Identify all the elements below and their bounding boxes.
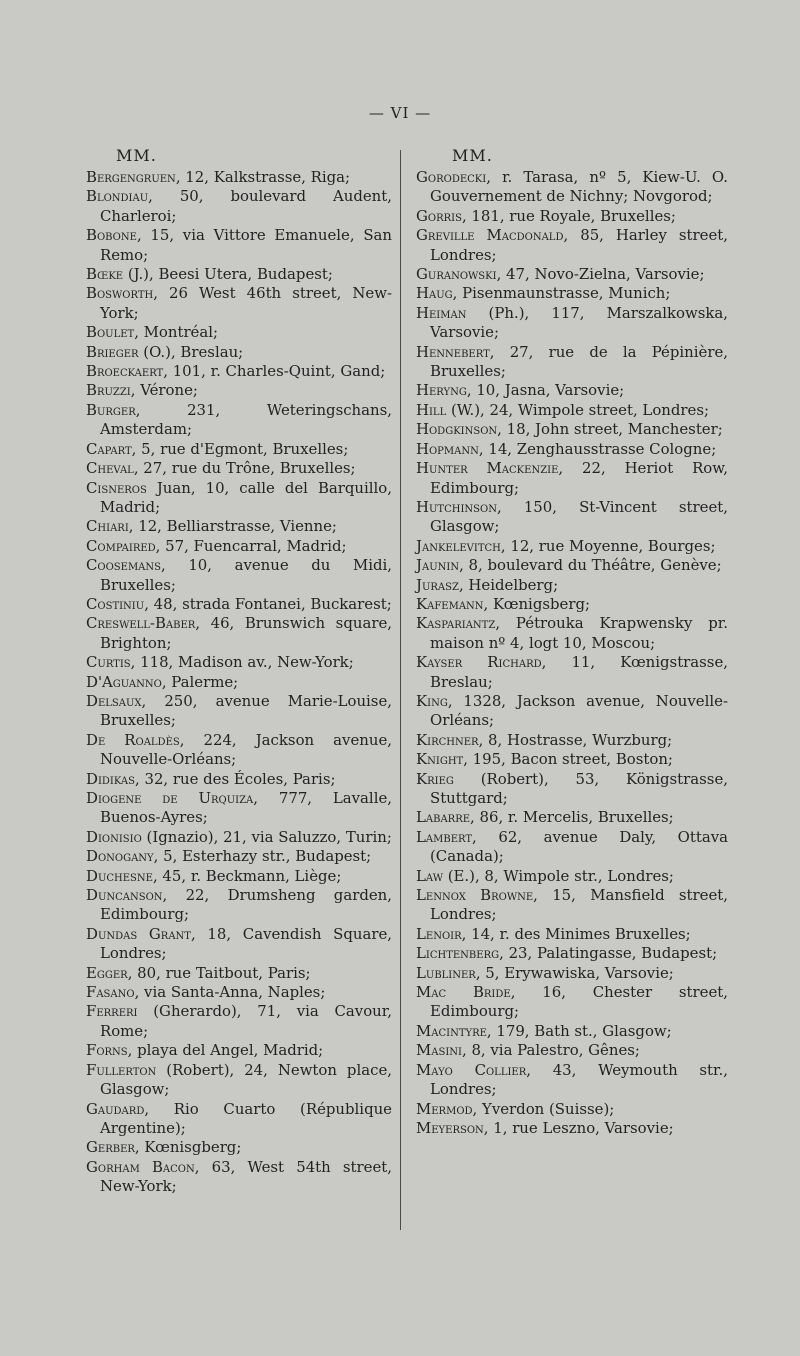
member-name: Heiman: [416, 303, 467, 322]
member-name: Coosemans: [86, 556, 162, 575]
directory-entry: [416, 226, 728, 265]
member-name: Hodgkinson: [416, 420, 498, 439]
member-name: Gerber: [86, 1138, 135, 1157]
directory-entry: [416, 168, 728, 207]
member-address: , 86, r. Mercelis, Bruxelles;: [470, 808, 674, 827]
member-address: , 14, Zenghausstrasse Cologne;: [478, 439, 717, 458]
member-address: , 15, via Vittore Emanuele, San Remo;: [100, 226, 392, 264]
member-address: , 179, Bath st., Glasgow;: [486, 1021, 672, 1040]
member-name: Knight: [416, 750, 464, 769]
member-name: Kayser Richard: [416, 653, 542, 672]
directory-entry: [416, 828, 728, 867]
member-address: , 27, rue de la Pépinière, Bruxelles;: [430, 342, 728, 381]
member-address: , Kœnisgberg;: [134, 1138, 242, 1157]
directory-entry: [86, 886, 392, 925]
member-name: King: [416, 691, 448, 710]
member-address: , 8, via Palestro, Gênes;: [461, 1041, 640, 1060]
member-name: Donogany: [86, 847, 154, 866]
member-address: , 23, Palatingasse, Budapest;: [499, 944, 718, 963]
directory-entry: [86, 459, 392, 478]
directory-entry: [86, 925, 392, 964]
directory-entry: [86, 847, 392, 866]
member-name: Chiari: [86, 517, 129, 536]
member-address: , 224, Jackson avenue, Nouvelle-Orléans;: [100, 730, 392, 769]
directory-entry: [416, 964, 728, 983]
directory-entry: [416, 284, 728, 303]
member-address: , 11, Kœnigstrasse, Breslau;: [430, 653, 728, 691]
member-address: , 150, St-Vincent street, Glasgow;: [430, 497, 728, 536]
directory-entry: [86, 381, 392, 400]
directory-entry: [416, 653, 728, 692]
member-address: , Yverdon (Suisse);: [472, 1099, 615, 1118]
member-address: (Gherardo), 71, via Cavour, Rome;: [100, 1002, 392, 1040]
directory-entry: [86, 1061, 392, 1100]
directory-entry: [416, 576, 728, 595]
member-name: Compaired: [86, 536, 156, 555]
member-name: Bosworth: [86, 284, 154, 303]
directory-entry: [86, 517, 392, 536]
member-name: Jaunin: [416, 556, 460, 575]
member-address: , 8, Hostrasse, Wurzburg;: [478, 730, 673, 749]
member-address: , Kœnigsberg;: [483, 594, 590, 613]
member-name: Meyerson: [416, 1118, 484, 1137]
member-address: , 46, Brunswich square, Brighton;: [100, 614, 392, 652]
member-address: , 85, Harley street, Londres;: [430, 226, 728, 264]
directory-entry: [416, 1119, 728, 1138]
member-name: Jurasz: [416, 575, 459, 594]
directory-entry: [86, 770, 392, 789]
directory-entry: [86, 614, 392, 653]
member-address: , Montréal;: [134, 323, 219, 342]
member-name: Labarre: [416, 808, 471, 827]
member-address: , 8, boulevard du Théâtre, Genève;: [459, 556, 722, 575]
member-name: Macintyre: [416, 1021, 487, 1040]
member-address: (W.), 24, Wimpole street, Londres;: [446, 400, 709, 419]
directory-entry: [416, 731, 728, 750]
member-name: Delsaux: [86, 691, 142, 710]
member-name: Hennebert: [416, 342, 490, 361]
directory-entry: [86, 479, 392, 518]
member-name: Bœke: [86, 265, 124, 284]
directory-entry: [86, 1100, 392, 1139]
directory-entry: [416, 944, 728, 963]
member-name: Mayo Collier: [416, 1060, 527, 1079]
member-name: Jankelevitch: [416, 536, 501, 555]
member-name: Kirchner: [416, 730, 479, 749]
member-address: , 32, rue des Écoles, Paris;: [135, 769, 336, 788]
directory-entry: [416, 304, 728, 343]
directory-entry: [416, 983, 728, 1022]
member-name: Capart: [86, 439, 132, 458]
right-entry-list: [416, 168, 728, 1138]
member-name: Hutchinson: [416, 497, 497, 516]
member-name: Lenoir: [416, 924, 462, 943]
member-name: Hill: [416, 400, 447, 419]
member-address: , 1, rue Leszno, Varsovie;: [483, 1118, 674, 1137]
directory-entry: [86, 168, 392, 187]
member-name: Creswell-Baber: [86, 614, 196, 633]
member-name: Curtis: [86, 653, 131, 672]
directory-entry: [416, 1041, 728, 1060]
member-address: , 10, avenue du Midi, Bruxelles;: [100, 556, 392, 594]
directory-entry: [416, 808, 728, 827]
directory-entry: [416, 498, 728, 537]
member-address: , 57, Fuencarral, Madrid;: [155, 536, 347, 555]
directory-entry: [86, 983, 392, 1002]
left-column: [86, 144, 392, 1197]
directory-entry: [416, 420, 728, 439]
member-name: Forns: [86, 1041, 128, 1060]
member-address: , 5, Erywawiska, Varsovie;: [475, 963, 674, 982]
member-name: De Roaldès: [86, 730, 180, 749]
member-address: (Robert), 24, Newton place, Glasgow;: [100, 1060, 392, 1099]
member-name: Lubliner: [416, 963, 476, 982]
member-name: Mac Bride: [416, 983, 511, 1002]
member-address: , playa del Angel, Madrid;: [127, 1041, 324, 1060]
directory-entry: [86, 265, 392, 284]
directory-entry: [416, 750, 728, 769]
member-address: , 18, Cavendish Square, Londres;: [100, 924, 392, 963]
directory-entry: [86, 556, 392, 595]
member-name: Gorham Bacon: [86, 1157, 195, 1176]
directory-entry: [86, 1002, 392, 1041]
member-address: , 14, r. des Minimes Bruxelles;: [461, 924, 691, 943]
directory-entry: [86, 537, 392, 556]
right-column: [416, 144, 728, 1138]
left-column-heading: MM.: [116, 146, 157, 165]
directory-entry: [416, 1061, 728, 1100]
member-address: (Ph.), 117, Marszalkowska, Varsovie;: [430, 303, 728, 342]
member-address: , Vérone;: [130, 381, 198, 400]
directory-entry: [86, 1041, 392, 1060]
member-name: Burger: [86, 400, 136, 419]
member-address: , 10, Jasna, Varsovie;: [466, 381, 625, 400]
directory-entry: [86, 1158, 392, 1197]
directory-entry: [86, 440, 392, 459]
directory-entry: [416, 556, 728, 575]
directory-entry: [86, 323, 392, 342]
member-name: Heryng: [416, 381, 467, 400]
member-name: Costiniu: [86, 594, 145, 613]
directory-entry: [416, 595, 728, 614]
member-address: , 12, Belliarstrasse, Vienne;: [128, 517, 337, 536]
directory-entry: [416, 770, 728, 809]
member-name: Fullerton: [86, 1060, 157, 1079]
member-address: , 101, r. Charles-Quint, Gand;: [163, 362, 386, 381]
member-address: , 777, Lavalle, Buenos-Ayres;: [100, 789, 392, 827]
member-name: Hunter Mackenzie: [416, 459, 559, 478]
member-address: , Pétrouka Krapwensky pr. maison nº 4, logt 10, Moscou;: [430, 614, 728, 652]
member-name: Gorodecki: [416, 168, 487, 186]
member-address: , 250, avenue Marie-Louise, Bruxelles;: [100, 691, 392, 730]
member-name: Fasano: [86, 983, 135, 1002]
member-address: , r. Tarasa, nº 5, Kiew-U. O. Gouvernement de Nichny; Novgorod;: [430, 168, 728, 206]
directory-entry: [416, 207, 728, 226]
directory-entry: [86, 653, 392, 672]
directory-entry: [86, 828, 392, 847]
member-address: , Pisenmaunstrasse, Munich;: [452, 284, 671, 303]
member-name: Didikas: [86, 769, 135, 788]
directory-entry: [86, 595, 392, 614]
member-name: Cisneros: [86, 478, 147, 497]
member-address: , 43, Weymouth str., Londres;: [430, 1060, 728, 1099]
member-address: , 27, rue du Trône, Bruxelles;: [133, 459, 356, 478]
member-address: , 26 West 46th street, New-York;: [100, 284, 392, 322]
member-address: , 63, West 54th street, New-York;: [100, 1157, 392, 1196]
member-name: Kaspariantz: [416, 614, 496, 633]
member-name: Guranowski: [416, 265, 497, 284]
member-address: , via Santa-Anna, Naples;: [134, 983, 326, 1002]
member-name: Duchesne: [86, 866, 153, 885]
member-address: , Rio Cuarto (République Argentine);: [100, 1099, 392, 1137]
member-address: , 47, Novo-Zielna, Varsovie;: [496, 265, 705, 284]
member-address: , 80, rue Taitbout, Paris;: [127, 963, 311, 982]
member-address: , 50, boulevard Audent, Charleroi;: [100, 187, 392, 225]
member-address: , 195, Bacon street, Boston;: [463, 750, 673, 769]
directory-entry: [416, 867, 728, 886]
member-name: Krieg: [416, 769, 454, 788]
member-name: D'Aguanno: [86, 672, 162, 691]
member-name: Hopmann: [416, 439, 479, 458]
member-address: , 231, Weteringschans, Amsterdam;: [100, 400, 392, 439]
directory-entry: [416, 265, 728, 284]
directory-entry: [86, 867, 392, 886]
member-name: Bobone: [86, 226, 137, 245]
member-name: Blondiau: [86, 187, 149, 206]
member-name: Duncanson: [86, 886, 163, 905]
page-number-header: — VI —: [368, 104, 432, 122]
member-name: Haug: [416, 284, 453, 303]
directory-entry: [416, 343, 728, 382]
directory-entry: [416, 537, 728, 556]
member-name: Bergengruen: [86, 168, 176, 186]
member-name: Greville Macdonald: [416, 226, 564, 245]
member-address: , 5, rue d'Egmont, Bruxelles;: [131, 439, 349, 458]
member-name: Dundas Grant: [86, 924, 191, 943]
member-address: , 48, strada Fontanei, Buckarest;: [144, 594, 392, 613]
directory-entry: [416, 459, 728, 498]
member-address: , 181, rue Royale, Bruxelles;: [461, 206, 676, 225]
member-address: , 22, Heriot Row, Edimbourg;: [430, 459, 728, 497]
directory-entry: [416, 614, 728, 653]
directory-entry: [416, 401, 728, 420]
left-entry-list: [86, 168, 392, 1197]
member-address: (Ignazio), 21, via Saluzzo, Turin;: [141, 827, 392, 846]
member-address: (E.), 8, Wimpole str., Londres;: [442, 866, 674, 885]
member-name: Lambert: [416, 827, 473, 846]
directory-entry: [86, 731, 392, 770]
member-name: Mermod: [416, 1099, 473, 1118]
directory-entry: [86, 187, 392, 226]
member-address: (O.), Breslau;: [138, 342, 244, 361]
member-name: Kafemann: [416, 594, 484, 613]
directory-entry: [416, 440, 728, 459]
member-name: Law: [416, 866, 443, 885]
member-address: , 118, Madison av., New-York;: [130, 653, 354, 672]
member-name: Boulet: [86, 323, 135, 342]
member-name: Broeckaert: [86, 362, 164, 381]
member-address: , 15, Mansfield street, Londres;: [430, 886, 728, 924]
directory-entry: [416, 1022, 728, 1041]
directory-entry: [86, 789, 392, 828]
directory-entry: [86, 284, 392, 323]
member-name: Ferreri: [86, 1002, 138, 1021]
member-address: , 62, avenue Daly, Ottava (Canada);: [430, 827, 728, 866]
directory-entry: [86, 226, 392, 265]
directory-entry: [86, 362, 392, 381]
directory-entry: [416, 692, 728, 731]
directory-entry: [416, 886, 728, 925]
directory-entry: [86, 673, 392, 692]
member-address: , Palerme;: [161, 672, 239, 691]
member-name: Dionisio: [86, 827, 142, 846]
member-name: Masini: [416, 1041, 462, 1060]
column-divider: [400, 150, 401, 1230]
member-address: , 5, Esterhazy str., Budapest;: [153, 847, 372, 866]
right-column-heading: MM.: [452, 146, 493, 165]
member-address: (Robert), 53, Königstrasse, Stuttgard;: [430, 769, 728, 807]
member-address: Juan, 10, calle del Barquillo, Madrid;: [100, 478, 392, 516]
member-name: Cheval: [86, 459, 134, 478]
member-name: Diogene de Urquiza: [86, 789, 254, 807]
directory-entry: [86, 964, 392, 983]
directory-entry: [86, 692, 392, 731]
directory-entry: [416, 925, 728, 944]
directory-entry: [416, 381, 728, 400]
member-address: , 1328, Jackson avenue, Nouvelle-Orléans;: [430, 691, 728, 730]
member-name: Gaudard: [86, 1099, 145, 1118]
member-address: , 12, Kalkstrasse, Riga;: [175, 168, 351, 186]
member-name: Brieger: [86, 342, 139, 361]
member-address: , Heidelberg;: [458, 575, 559, 594]
member-address: (J.), Beesi Utera, Budapest;: [123, 265, 333, 284]
member-name: Lichtenberg: [416, 944, 500, 963]
member-address: , 16, Chester street, Edimbourg;: [430, 983, 728, 1021]
directory-entry: [86, 1138, 392, 1157]
directory-entry: [86, 401, 392, 440]
member-name: Gorris: [416, 206, 462, 225]
member-name: Egger: [86, 963, 128, 982]
member-address: , 12, rue Moyenne, Bourges;: [500, 536, 716, 555]
directory-entry: [86, 343, 392, 362]
member-name: Lennox Browne: [416, 886, 534, 905]
directory-entry: [416, 1100, 728, 1119]
member-address: , 22, Drumsheng garden, Edimbourg;: [100, 886, 392, 924]
member-address: , 18, John street, Manchester;: [497, 420, 723, 439]
member-address: , 45, r. Beckmann, Liège;: [152, 866, 342, 885]
member-name: Bruzzi: [86, 381, 131, 400]
